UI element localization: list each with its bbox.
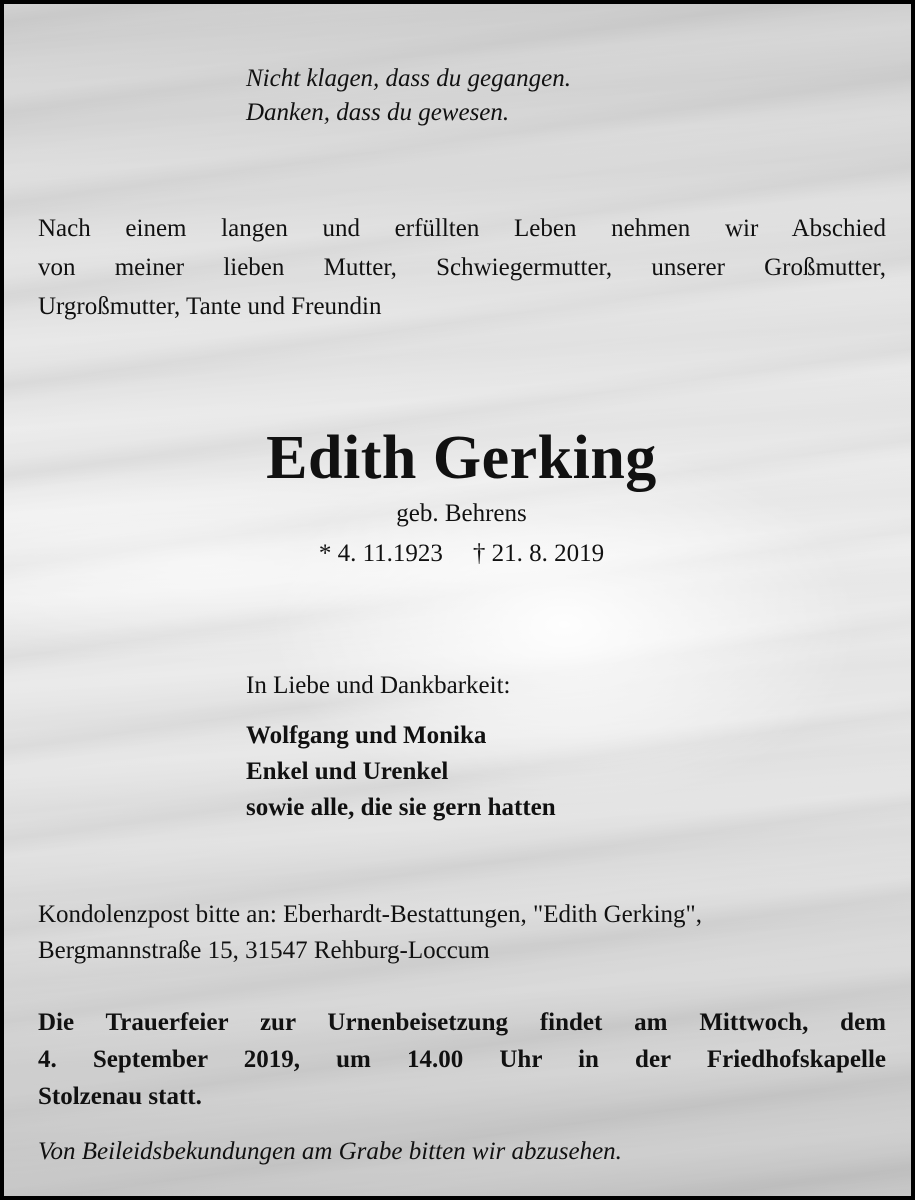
intro-line-3: Urgroßmutter, Tante und Freundin [38,293,382,320]
intro-line-1: Nach einem langen und erfüllten Leben nehmen wir Abschied [38,215,886,242]
intro-line-2: von meiner lieben Mutter, Schwiegermutter, unserer Großmutter, [38,254,886,281]
ceremony-line-2: 4. September 2019, um 14.00 Uhr in der Friedhofskapelle [38,1046,886,1073]
intro-paragraph [38,209,886,326]
ceremony-line-1: Die Trauerfeier zur Urnenbeisetzung findet am Mittwoch, dem [38,1009,886,1036]
closing-note: Von Beileidsbekundungen am Grabe bitten wir abzusehen. [38,1138,622,1165]
motto-quote [246,62,571,130]
condolence-line-1: Kondolenzpost bitte an: Eberhardt-Bestattungen, "Edith Gerking", [38,901,703,928]
mourner-name: Enkel und Urenkel [246,758,449,785]
mourner-name: sowie alle, die sie gern hatten [246,794,556,821]
ceremony-line-3: Stolzenau statt. [38,1083,202,1110]
mourners-list [246,718,556,826]
birth-date: * 4. 11.1923 [318,540,443,567]
motto-line-1: Nicht klagen, dass du gegangen. [246,65,571,92]
ceremony-info [38,1004,886,1115]
birth-name: geb. Behrens [396,500,527,527]
life-dates [4,537,915,571]
mourners-heading: In Liebe und Dankbarkeit: [246,672,511,699]
death-date: † 21. 8. 2019 [472,540,605,567]
condolence-line-2: Bergmannstraße 15, 31547 Rehburg-Loccum [38,937,490,964]
motto-line-2: Danken, dass du gewesen. [246,99,510,126]
condolence-address [38,897,886,969]
deceased-name: Edith Gerking [266,424,657,492]
mourner-name: Wolfgang und Monika [246,722,487,749]
